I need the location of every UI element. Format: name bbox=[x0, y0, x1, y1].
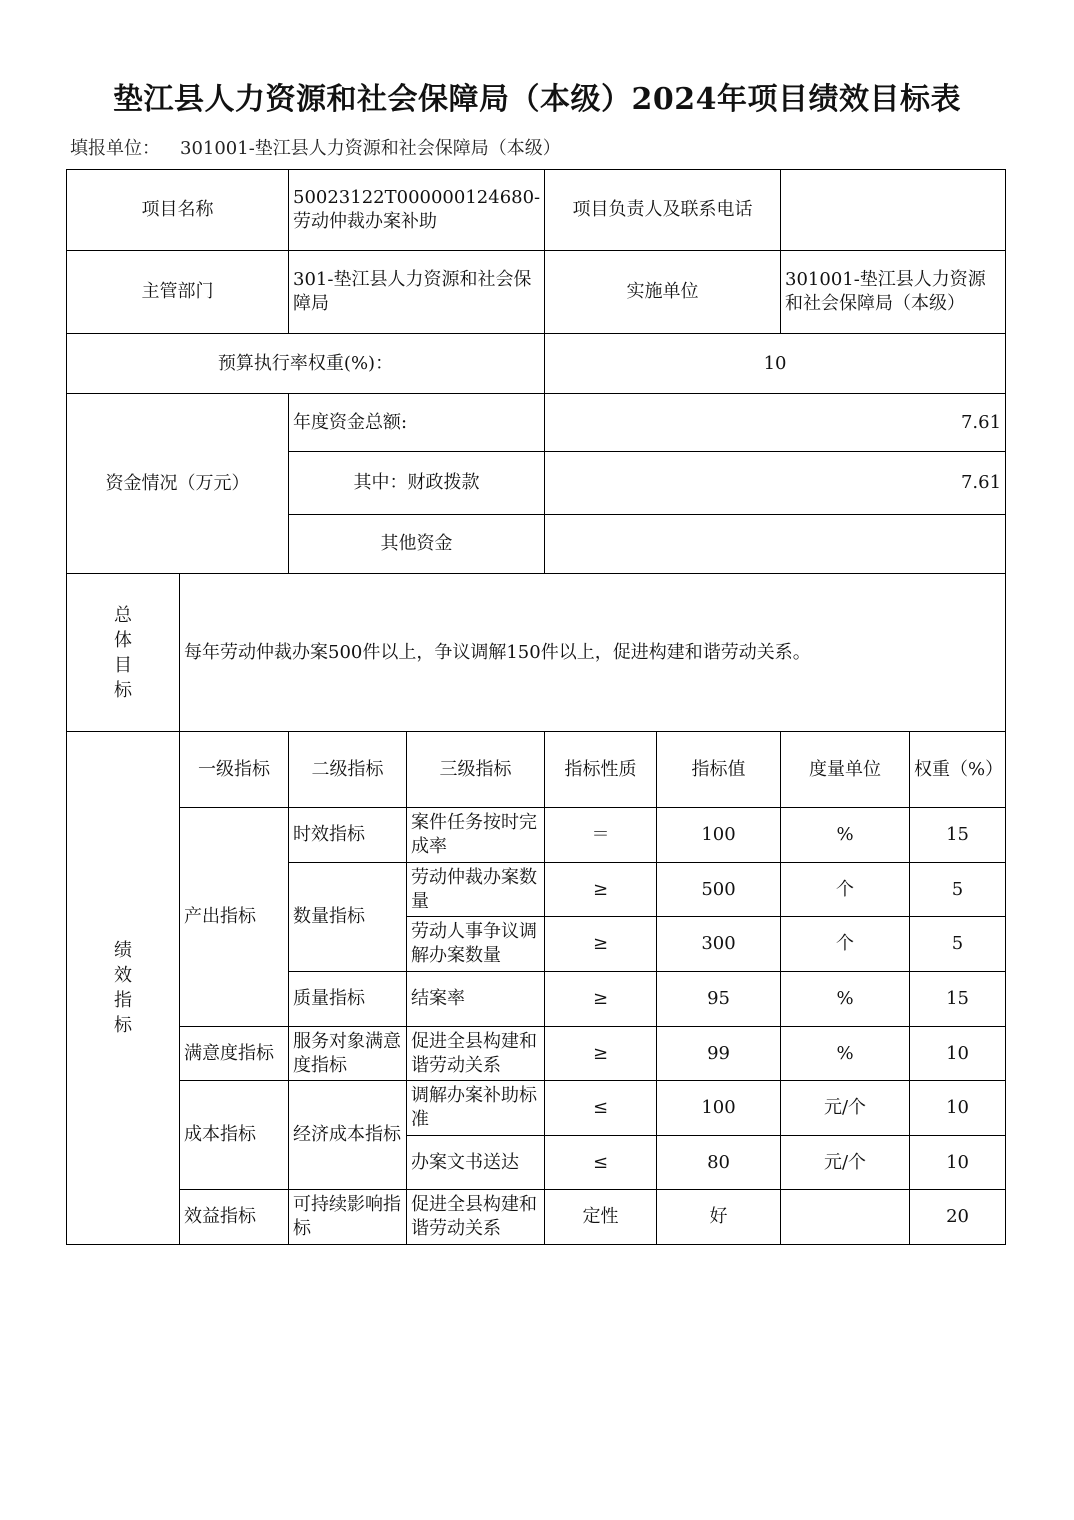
row-value: 95 bbox=[657, 972, 781, 1027]
funds-other-value bbox=[545, 515, 1006, 574]
header-unit: 度量单位 bbox=[781, 732, 910, 808]
row-l3: 劳动人事争议调解办案数量 bbox=[407, 917, 545, 972]
budget-weight-value: 10 bbox=[545, 334, 1006, 394]
funds-fiscal-label: 其中：财政拨款 bbox=[289, 452, 545, 515]
funds-total-label: 年度资金总额: bbox=[289, 394, 545, 452]
row-unit bbox=[781, 1190, 910, 1245]
row-l3: 结案率 bbox=[407, 972, 545, 1027]
row-weight: 10 bbox=[910, 1027, 1006, 1081]
impl-label: 实施单位 bbox=[545, 251, 781, 334]
row-value: 500 bbox=[657, 863, 781, 917]
goal-label bbox=[67, 574, 180, 732]
project-contact-value bbox=[781, 170, 1006, 251]
project-name-label: 项目名称 bbox=[67, 170, 289, 251]
row-nature: ≥ bbox=[545, 1027, 657, 1081]
budget-weight-label: 预算执行率权重(%)： bbox=[67, 334, 545, 394]
header-l1: 一级指标 bbox=[180, 732, 289, 808]
project-name-value: 50023122T000000124680-劳动仲裁办案补助 bbox=[289, 170, 545, 251]
table-row bbox=[67, 1081, 1006, 1136]
header-weight: 权重（%） bbox=[910, 732, 1006, 808]
row-l2: 数量指标 bbox=[289, 863, 407, 972]
row-l1: 成本指标 bbox=[180, 1081, 289, 1190]
header-l3: 三级指标 bbox=[407, 732, 545, 808]
row-weight: 10 bbox=[910, 1136, 1006, 1190]
row-nature: ＝ bbox=[545, 808, 657, 863]
row-l2: 服务对象满意度指标 bbox=[289, 1027, 407, 1081]
row-weight: 15 bbox=[910, 972, 1006, 1027]
row-unit: 元/个 bbox=[781, 1136, 910, 1190]
page-title: 垫江县人力资源和社会保障局（本级）2024年项目绩效目标表 bbox=[113, 82, 961, 117]
row-l2: 质量指标 bbox=[289, 972, 407, 1027]
row-unit: 个 bbox=[781, 863, 910, 917]
row-nature: ≤ bbox=[545, 1136, 657, 1190]
row-unit: % bbox=[781, 808, 910, 863]
row-unit: 个 bbox=[781, 917, 910, 972]
row-nature: ≥ bbox=[545, 972, 657, 1027]
row-l2: 可持续影响指标 bbox=[289, 1190, 407, 1245]
row-l3: 调解办案补助标准 bbox=[407, 1081, 545, 1136]
impl-value: 301001-垫江县人力资源和社会保障局（本级） bbox=[781, 251, 1006, 334]
goal-text: 每年劳动仲裁办案500件以上，争议调解150件以上，促进构建和谐劳动关系。 bbox=[180, 574, 1006, 732]
row-value: 好 bbox=[657, 1190, 781, 1245]
filler-unit-value: 301001-垫江县人力资源和社会保障局（本级） bbox=[180, 138, 561, 159]
row-l1: 产出指标 bbox=[180, 808, 289, 1027]
funds-other-label: 其他资金 bbox=[289, 515, 545, 574]
row-weight: 10 bbox=[910, 1081, 1006, 1136]
row-weight: 15 bbox=[910, 808, 1006, 863]
table-row bbox=[67, 808, 1006, 863]
row-l3: 促进全县构建和谐劳动关系 bbox=[407, 1190, 545, 1245]
row-l3: 办案文书送达 bbox=[407, 1136, 545, 1190]
row-value: 100 bbox=[657, 808, 781, 863]
filler-unit-label: 填报单位： bbox=[70, 138, 160, 159]
row-value: 80 bbox=[657, 1136, 781, 1190]
row-l3: 促进全县构建和谐劳动关系 bbox=[407, 1027, 545, 1081]
funds-total-value: 7.61 bbox=[545, 394, 1006, 452]
row-weight: 5 bbox=[910, 863, 1006, 917]
row-value: 99 bbox=[657, 1027, 781, 1081]
row-nature: ≥ bbox=[545, 863, 657, 917]
row-weight: 5 bbox=[910, 917, 1006, 972]
dept-label: 主管部门 bbox=[67, 251, 289, 334]
row-nature: ≥ bbox=[545, 917, 657, 972]
row-nature: ≤ bbox=[545, 1081, 657, 1136]
header-value: 指标值 bbox=[657, 732, 781, 808]
row-l1: 满意度指标 bbox=[180, 1027, 289, 1081]
row-value: 100 bbox=[657, 1081, 781, 1136]
row-unit: % bbox=[781, 972, 910, 1027]
row-l3: 劳动仲裁办案数量 bbox=[407, 863, 545, 917]
performance-table bbox=[66, 169, 1006, 1245]
row-nature: 定性 bbox=[545, 1190, 657, 1245]
header-nature: 指标性质 bbox=[545, 732, 657, 808]
filler-unit bbox=[70, 134, 581, 160]
header-l2: 二级指标 bbox=[289, 732, 407, 808]
row-l3: 案件任务按时完成率 bbox=[407, 808, 545, 863]
indicators-label bbox=[67, 732, 180, 1245]
funds-fiscal-value: 7.61 bbox=[545, 452, 1006, 515]
row-unit: 元/个 bbox=[781, 1081, 910, 1136]
table-row bbox=[67, 1190, 1006, 1245]
indicators-label-text: 绩效指标 bbox=[114, 940, 132, 1036]
project-contact-label: 项目负责人及联系电话 bbox=[545, 170, 781, 251]
table-row bbox=[67, 1027, 1006, 1081]
row-l2: 时效指标 bbox=[289, 808, 407, 863]
row-value: 300 bbox=[657, 917, 781, 972]
goal-label-text: 总体目标 bbox=[114, 604, 132, 701]
row-weight: 20 bbox=[910, 1190, 1006, 1245]
funds-label: 资金情况（万元） bbox=[67, 394, 289, 574]
row-unit: % bbox=[781, 1027, 910, 1081]
row-l2: 经济成本指标 bbox=[289, 1081, 407, 1190]
row-l1: 效益指标 bbox=[180, 1190, 289, 1245]
dept-value: 301-垫江县人力资源和社会保障局 bbox=[289, 251, 545, 334]
